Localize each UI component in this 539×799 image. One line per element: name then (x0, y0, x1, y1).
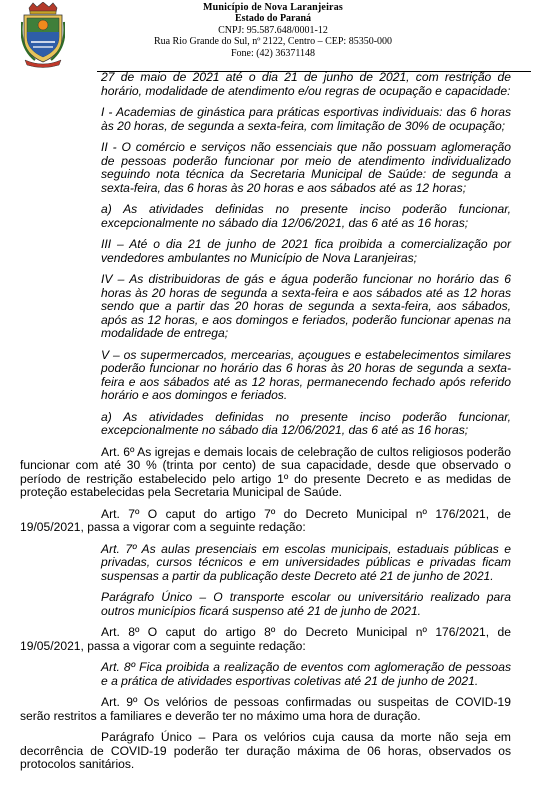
article-paragraph: Art. 6º As igrejas e demais locais de celebração de cultos religiosos poderão funcionar com até 30 % (trinta por cento) de sua capacidade, desde que observado o período de restrição estabelecido pelo artigo 1º do presente Decreto e as medidas de proteção estabelecidas pela Secretaria Municipal de Saúde. (20, 444, 511, 499)
quoted-paragraph: III – Até o dia 21 de junho de 2021 fica proibida a comercialização por vendedores ambulantes no Município de Nova Laranjeiras; (101, 237, 511, 265)
state-name: Estado do Paraná (234, 13, 312, 25)
cnpj-line: CNPJ: 95.587.648/0001-12 (218, 24, 328, 36)
phone-line: Fone: (42) 36371148 (230, 47, 316, 59)
quoted-paragraph: Art. 8º Fica proibida a realização de eventos com aglomeração de pessoas e a prática de atividades esportivas coletivas até 21 de junho de 2021. (101, 660, 511, 688)
quoted-paragraph: Art. 7º As aulas presenciais em escolas municipais, estaduais públicas e privadas, cursos técnicos e em universidades públicas e privadas ficam suspensas a partir da publicação deste Decreto até 21 de junho de 2021. (101, 541, 511, 583)
article-paragraph: Parágrafo Único – Para os velórios cuja causa da morte não seja em decorrência de COVID-19 poderão ter duração máxima de 06 horas, observados os protocolos sanitários. (20, 730, 511, 771)
quoted-paragraph: IV – As distribuidoras de gás e água poderão funcionar no horário das 6 horas às 20 horas de segunda a sexta-feira e aos sábados até as 12 horas sendo que a partir das 20 horas de segunda a sexta-feira, aos sábados, após as 12 horas, e aos domingos e feriados, poderão funcionar apenas na modalidade de entrega; (101, 272, 511, 340)
quoted-paragraph: a) As atividades definidas no presente inciso poderão funcionar, excepcionalmente no sábado dia 12/06/2021, das 6 até as 16 horas; (101, 409, 511, 437)
article-paragraph: Art. 7º O caput do artigo 7º do Decreto Municipal nº 176/2021, de 19/05/2021, passa a vigorar com a seguinte redação: (20, 506, 511, 534)
decree-body (20, 71, 511, 780)
article-paragraph: Art. 8º O caput do artigo 8º do Decreto Municipal nº 176/2021, de 19/05/2021, passa a vigorar com a seguinte redação: (20, 625, 511, 653)
article-paragraph: Art. 9º Os velórios de pessoas confirmadas ou suspeitas de COVID-19 serão restritos a familiares e deverão ter no máximo uma hora de duração. (20, 695, 511, 723)
letterhead (0, 0, 539, 70)
quoted-paragraph: Parágrafo Único – O transporte escolar ou universitário realizado para outros municípios ficará suspenso até 21 de junho de 2021. (101, 590, 511, 618)
municipal-coat-of-arms-icon (21, 2, 65, 68)
quoted-paragraph: II - O comércio e serviços não essenciais que não possuam aglomeração de pessoas poderão funcionar por meio de atendimento individualizado seguindo nota técnica da Secretaria Municipal de Saúde: de segunda a sexta-feira, das 6 horas às 20 horas e aos sábados até as 12 horas; (101, 140, 511, 195)
municipality-name: Município de Nova Laranjeiras (203, 2, 343, 13)
quoted-paragraph: I - Academias de ginástica para práticas esportivas individuais: das 6 horas às 20 horas, de segunda a sexta-feira, com limitação de 30% de ocupação; (101, 105, 511, 133)
letterhead-text (88, 2, 458, 59)
quoted-paragraph: a) As atividades definidas no presente inciso poderão funcionar, excepcionalmente no sábado dia 12/06/2021, das 6 até as 16 horas; (101, 202, 511, 230)
quoted-paragraph: V – os supermercados, mercearias, açougues e estabelecimentos similares poderão funcionar no horário das 6 horas às 20 horas de segunda a sexta-feira e aos sábados até as 12 horas, permanecendo fechado após referido horário e aos domingos e feriados. (101, 347, 511, 402)
address-line: Rua Rio Grande do Sul, nº 2122, Centro – CEP: 85350-000 (153, 36, 393, 48)
quoted-paragraph: 27 de maio de 2021 até o dia 21 de junho de 2021, com restrição de horário, modalidade de atendimento e/ou regras de ocupação e capacidade: (101, 70, 511, 98)
